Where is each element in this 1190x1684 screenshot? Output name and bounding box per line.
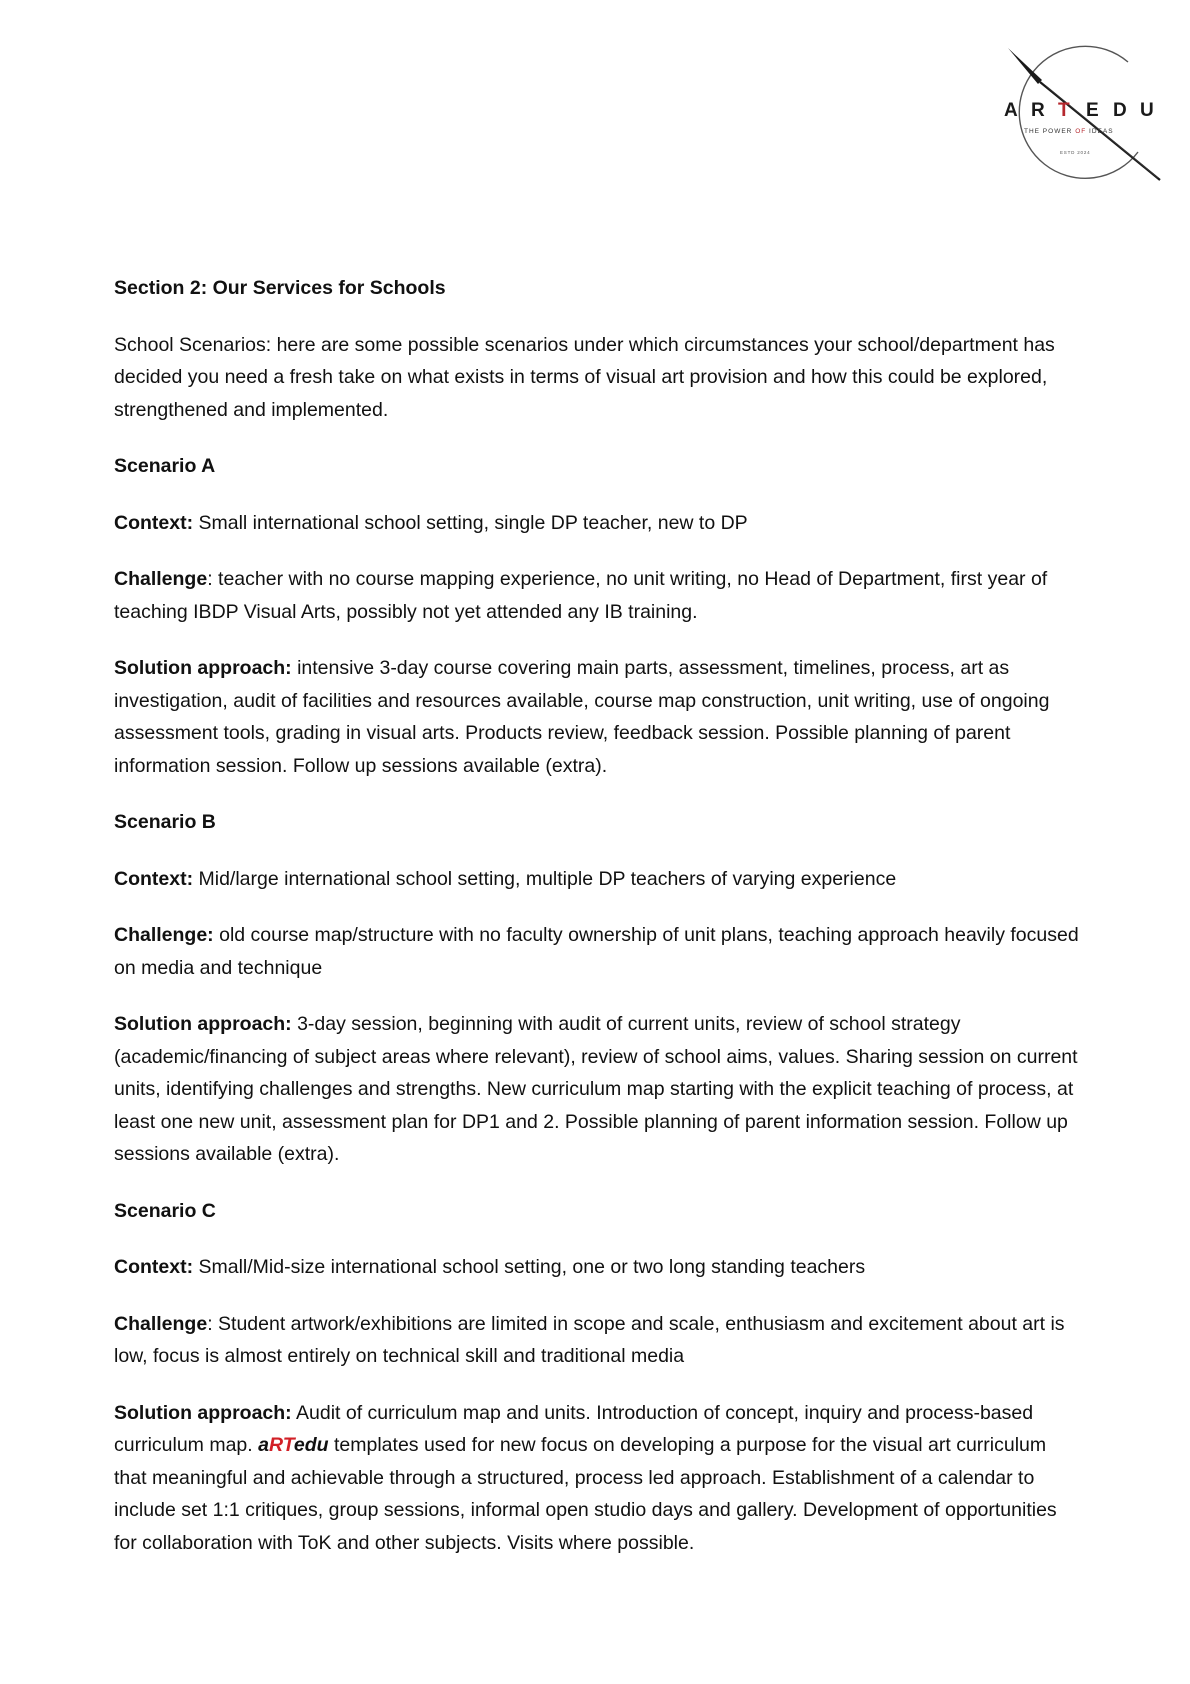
logo-letter-4: E [1086, 100, 1099, 121]
scenario-b-context: Context: Mid/large international school setting, multiple DP teachers of varying experience [114, 867, 897, 890]
scenario-c-challenge: Challenge: Student artwork/exhibitions are limited in scope and scale, enthusiasm and excitement about art is low, focus is almost entirely on technical skill and traditional media [114, 1312, 1065, 1367]
logo-letter-2: R [1031, 100, 1045, 121]
logo-established: ESTD 2024 [1060, 150, 1091, 155]
logo-letter-6: U [1140, 100, 1154, 121]
intro-paragraph: School Scenarios: here are some possible scenarios under which circumstances your school/department has decided you need a fresh take on what exists in terms of visual art provision and how this could be explored, strengthened and implemented. [114, 333, 1055, 421]
logo-letter-1: A [1004, 100, 1018, 121]
svg-text:THE POWER OF IDEAS [1024, 128, 1114, 135]
logo-letter-3: T [1058, 100, 1070, 121]
section-title: Section 2: Our Services for Schools [114, 277, 446, 299]
logo-letter-5: D [1113, 100, 1127, 121]
scenario-b-challenge: Challenge: old course map/structure with no faculty ownership of unit plans, teaching approach heavily focused on media and technique [114, 924, 1079, 979]
logo-graphic [1000, 40, 1170, 190]
scenario-a-challenge: Challenge: teacher with no course mapping experience, no unit writing, no Head of Department, first year of teaching IBDP Visual Arts, possibly not yet attended any IB training. [114, 568, 1048, 623]
artedu-logo [1000, 40, 1170, 190]
logo-tagline-1: THE POWER [1024, 128, 1073, 135]
scenario-b-title: Scenario B [114, 811, 216, 833]
scenario-b-solution: Solution approach: 3-day session, beginning with audit of current units, review of school strategy (academic/financing of subject areas where relevant), review of school aims, values. Sharing session on current units, identifying challenges and strengths. New curriculum map starting with the explicit teaching of process, at least one new unit, assessment plan for DP1 and 2. Possible planning of parent information session. Follow up sessions available (extra). [114, 1013, 1078, 1165]
document-body [114, 272, 1084, 1583]
logo-tagline-of: OF [1075, 128, 1087, 135]
scenario-c-solution: Solution approach: Audit of curriculum map and units. Introduction of concept, inquiry and process-based curriculum map. aRTedu templates used for new focus on developing a purpose for the visual art curriculum that meaningful and achievable through a structured, process led approach. Establishment of a calendar to include set 1:1 critiques, group sessions, informal open studio days and gallery. Development of opportunities for collaboration with ToK and other subjects. Visits where possible. [114, 1401, 1057, 1554]
scenario-a-solution: Solution approach: intensive 3-day course covering main parts, assessment, timelines, process, art as investigation, audit of facilities and resources available, course map construction, unit writing, use of ongoing assessment tools, grading in visual arts. Products review, feedback session. Possible planning of parent information session. Follow up sessions available (extra). [114, 657, 1050, 777]
scenario-c-context: Context: Small/Mid-size international school setting, one or two long standing teachers [114, 1256, 866, 1278]
scenario-a-title: Scenario A [114, 455, 216, 477]
logo-tagline-2: IDEAS [1089, 128, 1114, 135]
scenario-c-title: Scenario C [114, 1199, 216, 1222]
artedu-brand-inline: aRTedu [258, 1434, 329, 1456]
scenario-a-context: Context: Small international school setting, single DP teacher, new to DP [114, 511, 748, 534]
